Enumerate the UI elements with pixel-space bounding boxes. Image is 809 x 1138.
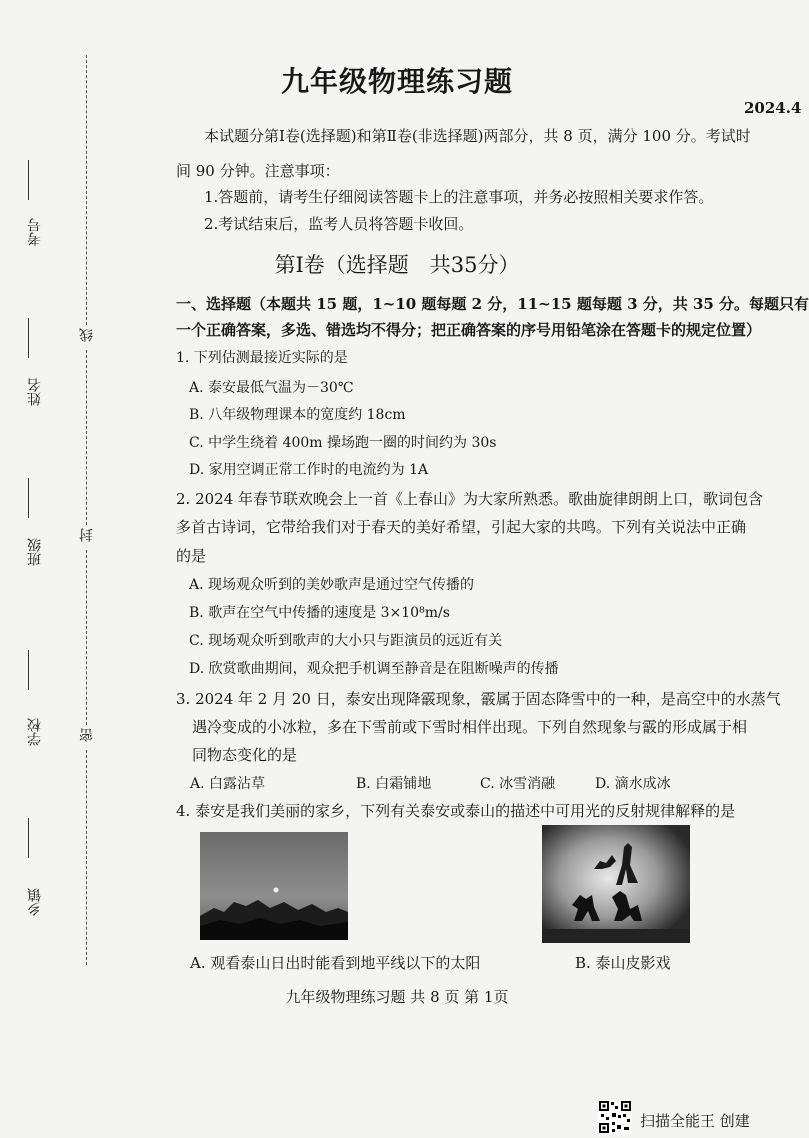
q2-stem-2: 多首古诗词，它带给我们对于春天的美好希望，引起大家的共鸣。下列有关说法中正确 <box>176 518 747 536</box>
q2-stem-3: 的是 <box>176 547 207 565</box>
photo-a-caption: A. 观看泰山日出时能看到地平线以下的太阳 <box>190 954 481 972</box>
page-title: 九年级物理练习题 <box>280 65 513 98</box>
photo-b-caption: B. 泰山皮影戏 <box>575 954 671 972</box>
exam-date: 2024.4 <box>744 99 802 117</box>
q2-option-d: D. 欣赏歌曲期间，观众把手机调至静音是在阻断噪声的传播 <box>189 661 559 677</box>
town-label: 乡镇 <box>27 888 43 916</box>
shadow-puppet-photo <box>542 825 690 943</box>
binding-dashed-line <box>86 350 87 525</box>
q3-option-d: D. 滴水成冰 <box>595 776 671 792</box>
q2-stem-1: 2. 2024 年春节联欢晚会上一首《上春山》为大家所熟悉。歌曲旋律朗朗上口，歌词包含 <box>176 490 764 508</box>
binding-dashed-line <box>86 750 87 965</box>
page-footer: 九年级物理练习题 共 8 页 第 1页 <box>285 988 509 1006</box>
q1-option-b: B. 八年级物理课本的宽度约 18cm <box>189 407 406 423</box>
sunrise-photo <box>200 832 348 940</box>
section-title: 第Ⅰ卷（选择题 共35分） <box>274 253 520 277</box>
seal-char-mi: 密 <box>79 728 95 742</box>
q3-option-a: A. 白露沾草 <box>190 776 266 792</box>
q3-option-b: B. 白霜铺地 <box>356 776 432 792</box>
name-line <box>28 318 29 358</box>
q3-stem-1: 3. 2024 年 2 月 20 日，泰安出现降霰现象，霰属于固态降雪中的一种，是高空中的水蒸气 <box>176 690 781 708</box>
q1-option-a: A. 泰安最低气温为－30℃ <box>189 380 354 396</box>
qr-code-icon <box>598 1100 632 1134</box>
section-heading-2: 一个正确答案，多选、错选均不得分；把正确答案的序号用铅笔涂在答题卡的规定位置） <box>176 321 762 339</box>
intro-line-1: 本试题分第Ⅰ卷(选择题)和第Ⅱ卷(非选择题)两部分，共 8 页，满分 100 分。考试时 <box>204 127 751 145</box>
exam-number-label: 考号 <box>27 218 43 246</box>
name-label: 姓名 <box>27 378 43 406</box>
town-line <box>28 818 29 858</box>
q1-option-c: C. 中学生绕着 400m 操场跑一圈的时间约为 30s <box>189 435 497 451</box>
note-2: 2.考试结束后，监考人员将答题卡收回。 <box>204 215 474 233</box>
class-label: 班级 <box>27 538 43 566</box>
q3-stem-3: 同物态变化的是 <box>192 746 298 764</box>
exam-number-line <box>28 160 29 200</box>
school-line <box>28 650 29 690</box>
q2-option-c: C. 现场观众听到歌声的大小只与距演员的远近有关 <box>189 633 503 649</box>
q3-stem-2: 遇冷变成的小冰粒，多在下雪前或下雪时相伴出现。下列自然现象与霰的形成属于相 <box>192 718 748 736</box>
intro-line-2: 间 90 分钟。注意事项： <box>176 162 340 180</box>
seal-char-xian: 线 <box>79 328 95 342</box>
q1-option-d: D. 家用空调正常工作时的电流约为 1A <box>189 462 429 478</box>
scanner-watermark: 扫描全能王 创建 <box>640 1112 750 1130</box>
section-heading-1: 一、选择题（本题共 15 题，1~10 题每题 2 分，11~15 题每题 3 分，共 35 分。每题只有 <box>176 295 809 313</box>
note-1: 1.答题前，请考生仔细阅读答题卡上的注意事项，并务必按照相关要求作答。 <box>204 188 714 206</box>
q1-stem: 1. 下列估测最接近实际的是 <box>176 350 348 366</box>
q2-option-b: B. 歌声在空气中传播的速度是 3×10⁸m/s <box>189 605 450 621</box>
seal-char-feng: 封 <box>79 528 95 542</box>
q2-option-a: A. 现场观众听到的美妙歌声是通过空气传播的 <box>189 577 475 593</box>
q3-option-c: C. 冰雪消融 <box>480 776 556 792</box>
school-label: 学校 <box>27 718 43 746</box>
binding-dashed-line <box>86 550 87 725</box>
class-line <box>28 478 29 518</box>
q4-stem: 4. 泰安是我们美丽的家乡，下列有关泰安或泰山的描述中可用光的反射规律解释的是 <box>176 802 736 820</box>
